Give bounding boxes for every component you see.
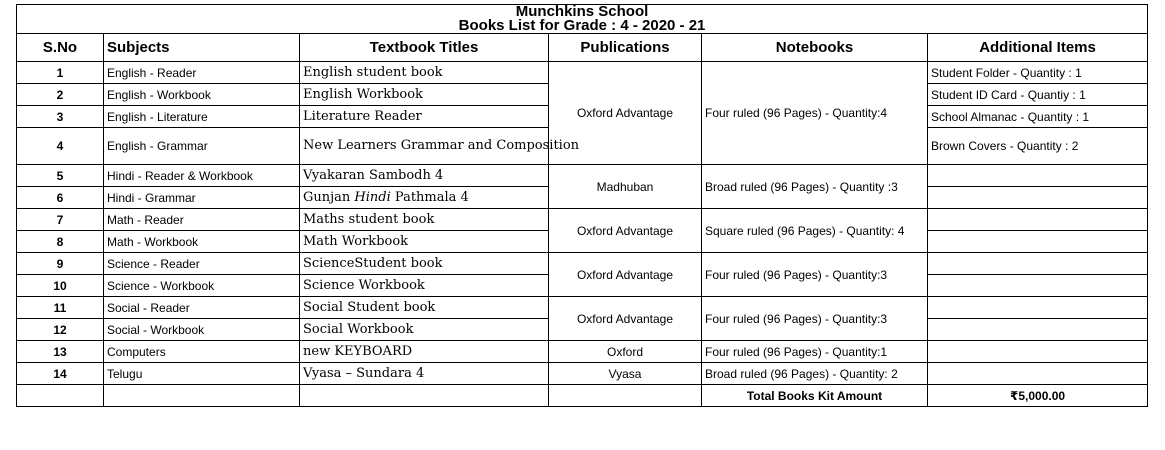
table-row	[17, 209, 1148, 231]
table-row	[17, 363, 1148, 385]
subject-cell[interactable]: Math - Reader	[104, 209, 300, 231]
sno-cell[interactable]: 4	[17, 128, 104, 165]
title-cell[interactable]: Literature Reader	[300, 106, 549, 128]
table-row	[17, 165, 1148, 187]
title-text-pre: Gunjan	[303, 189, 355, 205]
list-title: Books List for Grade : 4 - 2020 - 21	[458, 17, 706, 34]
empty-cell[interactable]	[17, 385, 104, 407]
table-row	[17, 253, 1148, 275]
subject-cell[interactable]: Computers	[104, 341, 300, 363]
header-row	[17, 34, 1148, 62]
notebook-english[interactable]: Four ruled (96 Pages) - Quantity:4	[702, 62, 928, 165]
school-name: Munchkins School	[515, 3, 649, 20]
title-cell[interactable]: Social Student book	[300, 297, 549, 319]
title-cell[interactable]: Math Workbook	[300, 231, 549, 253]
title-cell[interactable]: New Learners Grammar and Composition	[300, 128, 549, 165]
sno-cell[interactable]: 5	[17, 165, 104, 187]
sno-cell[interactable]: 6	[17, 187, 104, 209]
additional-item-cell[interactable]: Student ID Card - Quantiy : 1	[928, 84, 1148, 106]
additional-item-cell[interactable]: School Almanac - Quantity : 1	[928, 106, 1148, 128]
notebook-hindi[interactable]: Broad ruled (96 Pages) - Quantity :3	[702, 165, 928, 209]
sno-cell[interactable]: 10	[17, 275, 104, 297]
additional-item-cell[interactable]	[928, 341, 1148, 363]
table-row	[17, 297, 1148, 319]
sno-cell[interactable]: 11	[17, 297, 104, 319]
total-label[interactable]: Total Books Kit Amount	[702, 385, 928, 407]
title-cell[interactable]: Vyasa – Sundara 4	[300, 363, 549, 385]
sno-cell[interactable]: 8	[17, 231, 104, 253]
additional-item-cell[interactable]: Student Folder - Quantity : 1	[928, 62, 1148, 84]
publication-social[interactable]: Oxford Advantage	[549, 297, 702, 341]
additional-item-cell[interactable]: Brown Covers - Quantity : 2	[928, 128, 1148, 165]
header-subjects[interactable]: Subjects	[104, 34, 300, 62]
total-amount[interactable]: ₹5,000.00	[928, 385, 1148, 407]
title-cell[interactable]: Science Workbook	[300, 275, 549, 297]
notebook-computers[interactable]: Four ruled (96 Pages) - Quantity:1	[702, 341, 928, 363]
title-cell[interactable]: Vyakaran Sambodh 4	[300, 165, 549, 187]
additional-item-cell[interactable]	[928, 231, 1148, 253]
total-row	[17, 385, 1148, 407]
additional-item-cell[interactable]	[928, 363, 1148, 385]
subject-cell[interactable]: Science - Workbook	[104, 275, 300, 297]
title-cell[interactable]: English Workbook	[300, 84, 549, 106]
subject-cell[interactable]: English - Reader	[104, 62, 300, 84]
title-cell[interactable]: new KEYBOARD	[300, 341, 549, 363]
title-cell[interactable]: ScienceStudent book	[300, 253, 549, 275]
sno-cell[interactable]: 13	[17, 341, 104, 363]
sno-cell[interactable]: 2	[17, 84, 104, 106]
additional-item-cell[interactable]	[928, 187, 1148, 209]
sno-cell[interactable]: 12	[17, 319, 104, 341]
title-cell[interactable]: English student book	[300, 62, 549, 84]
additional-item-cell[interactable]	[928, 253, 1148, 275]
title-cell[interactable]	[300, 187, 549, 209]
subject-cell[interactable]: Hindi - Reader & Workbook	[104, 165, 300, 187]
subject-cell[interactable]: Social - Reader	[104, 297, 300, 319]
header-publications[interactable]: Publications	[549, 34, 702, 62]
subject-cell[interactable]: Social - Workbook	[104, 319, 300, 341]
additional-item-cell[interactable]	[928, 209, 1148, 231]
subject-cell[interactable]: English - Literature	[104, 106, 300, 128]
notebook-telugu[interactable]: Broad ruled (96 Pages) - Quantity: 2	[702, 363, 928, 385]
additional-item-cell[interactable]	[928, 319, 1148, 341]
notebook-social[interactable]: Four ruled (96 Pages) - Quantity:3	[702, 297, 928, 341]
title-row	[17, 5, 1148, 34]
title-text-post: Pathmala 4	[390, 189, 469, 205]
sno-cell[interactable]: 7	[17, 209, 104, 231]
header-additional[interactable]: Additional Items	[928, 34, 1148, 62]
publication-science[interactable]: Oxford Advantage	[549, 253, 702, 297]
publication-computers[interactable]: Oxford	[549, 341, 702, 363]
header-notebooks[interactable]: Notebooks	[702, 34, 928, 62]
header-sno[interactable]: S.No	[17, 34, 104, 62]
empty-cell[interactable]	[549, 385, 702, 407]
title-cell[interactable]: Social Workbook	[300, 319, 549, 341]
books-list-sheet	[16, 4, 1148, 407]
sno-cell[interactable]: 9	[17, 253, 104, 275]
publication-telugu[interactable]: Vyasa	[549, 363, 702, 385]
header-titles[interactable]: Textbook Titles	[300, 34, 549, 62]
title-cell[interactable]: Maths student book	[300, 209, 549, 231]
additional-item-cell[interactable]	[928, 165, 1148, 187]
subject-cell[interactable]: English - Workbook	[104, 84, 300, 106]
additional-item-cell[interactable]	[928, 297, 1148, 319]
subject-cell[interactable]: Hindi - Grammar	[104, 187, 300, 209]
additional-item-cell[interactable]	[928, 275, 1148, 297]
publication-english[interactable]: Oxford Advantage	[549, 62, 702, 165]
table-row	[17, 62, 1148, 84]
empty-cell[interactable]	[300, 385, 549, 407]
table-row	[17, 341, 1148, 363]
title-text-italic: Hindi	[354, 189, 391, 205]
sno-cell[interactable]: 14	[17, 363, 104, 385]
sno-cell[interactable]: 1	[17, 62, 104, 84]
notebook-science[interactable]: Four ruled (96 Pages) - Quantity:3	[702, 253, 928, 297]
empty-cell[interactable]	[104, 385, 300, 407]
subject-cell[interactable]: English - Grammar	[104, 128, 300, 165]
publication-hindi[interactable]: Madhuban	[549, 165, 702, 209]
subject-cell[interactable]: Telugu	[104, 363, 300, 385]
subject-cell[interactable]: Science - Reader	[104, 253, 300, 275]
sno-cell[interactable]: 3	[17, 106, 104, 128]
notebook-math[interactable]: Square ruled (96 Pages) - Quantity: 4	[702, 209, 928, 253]
sheet-title	[17, 5, 1148, 34]
subject-cell[interactable]: Math - Workbook	[104, 231, 300, 253]
publication-math[interactable]: Oxford Advantage	[549, 209, 702, 253]
